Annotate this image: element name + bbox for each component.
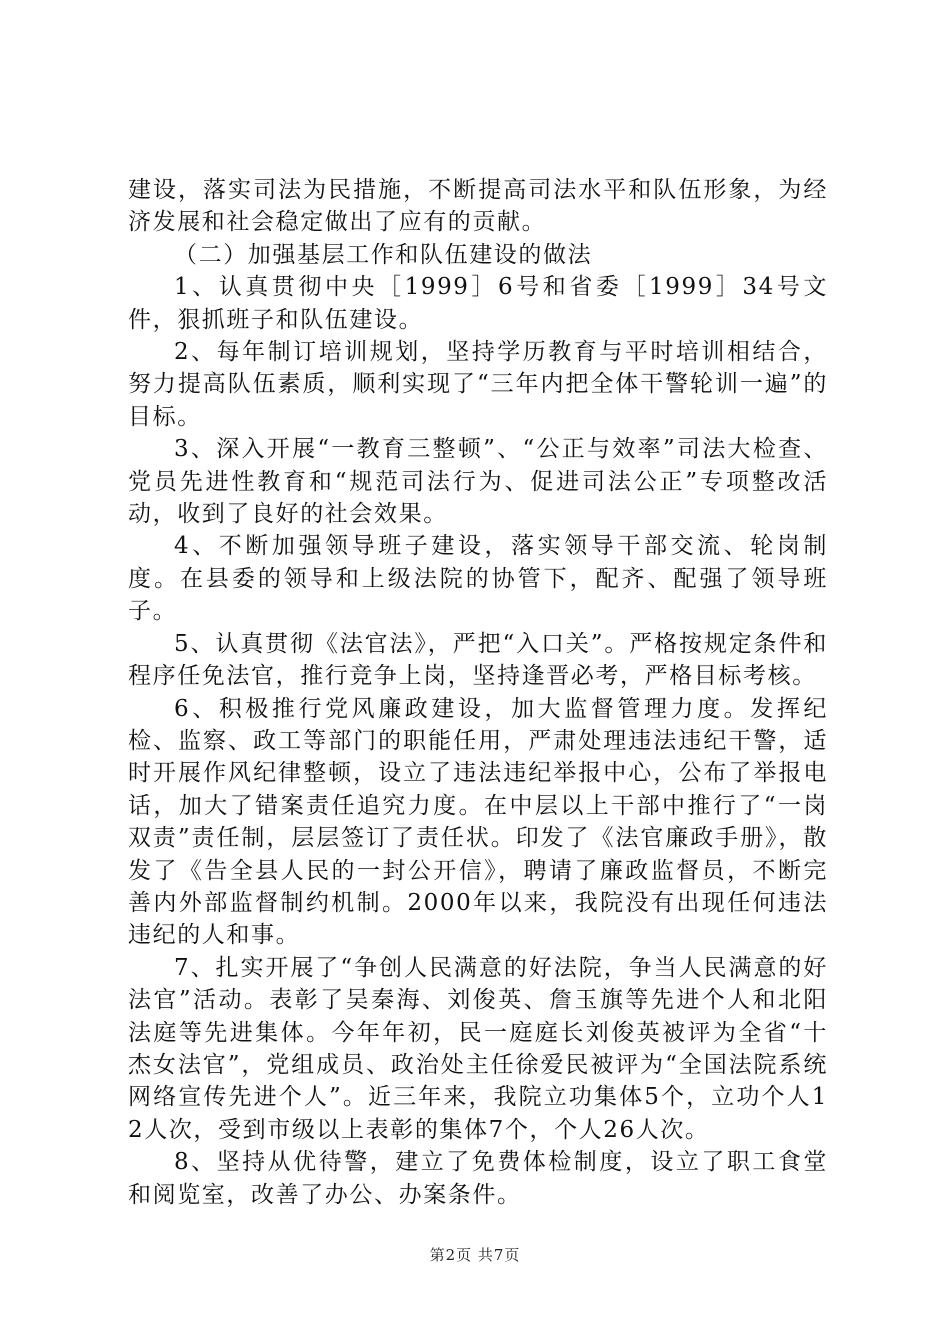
page-number-footer: 第2页 共7页 <box>429 1246 521 1264</box>
paragraph-item-2: 2、每年制订培训规划，坚持学历教育与平时培训相结合，努力提高队伍素质，顺利实现了“三年内把全体干警轮训一遍”的目标。 <box>128 339 828 430</box>
document-body <box>128 174 828 1211</box>
paragraph-item-3: 3、深入开展“一教育三整顿”、“公正与效率”司法大检查、党员先进性教育和“规范司法行为、促进司法公正”专项整改活动，收到了良好的社会效果。 <box>128 436 828 528</box>
paragraph-item-4: 4、不断加强领导班子建设，落实领导干部交流、轮岗制度。在县委的领导和上级法院的协管下，配齐、配强了领导班子。 <box>128 533 828 625</box>
paragraph-item-7: 7、扎实开展了“争创人民满意的好法院，争当人民满意的好法官”活动。表彰了吴秦海、刘俊英、詹玉旗等先进个人和北阳法庭等先进集体。今年年初，民一庭庭长刘俊英被评为全省“十杰女法官”，党组成员、政治处主任徐爱民被评为“全国法院系统网络宣传先进个人”。近三年来，我院立功集体5个，立功个人12人次，受到市级以上表彰的集体7个，个人26人次。 <box>128 954 828 1143</box>
paragraph-continuation: 建设，落实司法为民措施，不断提高司法水平和队伍形象，为经济发展和社会稳定做出了应有的贡献。 <box>128 177 828 236</box>
paragraph-item-5: 5、认真贯彻《法官法》，严把“入口关”。严格按规定条件和程序任免法官，推行竞争上岗，坚持逢晋必考，严格目标考核。 <box>128 630 828 690</box>
paragraph-item-8: 8、坚持从优待警，建立了免费体检制度，设立了职工食堂和阅览室，改善了办公、办案条件。 <box>128 1149 828 1208</box>
section-heading: （二）加强基层工作和队伍建设的做法 <box>174 241 593 268</box>
paragraph-item-1: 1、认真贯彻中央［1999］6号和省委［1999］34号文件，狠抓班子和队伍建设。 <box>128 274 828 333</box>
paragraph-item-6: 6、积极推行党风廉政建设，加大监督管理力度。发挥纪检、监察、政工等部门的职能任用，严肃处理违法违纪干警，适时开展作风纪律整顿，设立了违法违纪举报中心，公布了举报电话，加大了错案责任追究力度。在中层以上干部中推行了“一岗双责”责任制，层层签订了责任状。印发了《法官廉政手册》，散发了《告全县人民的一封公开信》，聘请了廉政监督员，不断完善内外部监督制约机制。2000年以来，我院没有出现任何违法违纪的人和事。 <box>128 695 828 949</box>
